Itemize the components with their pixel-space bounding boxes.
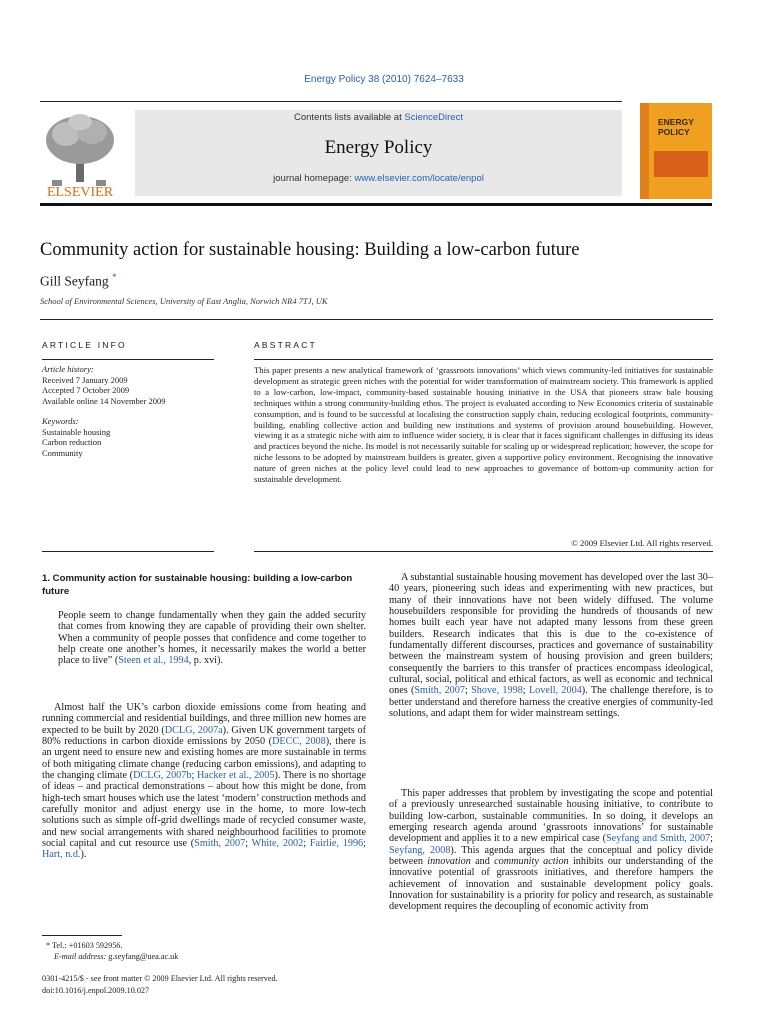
text-run: ; [522, 685, 529, 697]
citation-link[interactable]: Smith, 2007 [414, 685, 465, 697]
journal-reference[interactable]: Energy Policy 38 (2010) 7624–7633 [304, 74, 464, 85]
homepage-prefix: journal homepage: [273, 173, 355, 184]
citation-link[interactable]: DECC, 2008 [272, 736, 326, 748]
cover-title [658, 117, 694, 137]
text-run: This paper addresses that problem by investigating the scope and potential of a previously unresearched sustainable housing initiative, to contribute to building low-carbon, sustainable communities. In so doing, it develops an emerging research agenda around ‘grassroots innovations’ for sustainable development and applies it to a new empirical case ( [389, 788, 713, 845]
footnote-rule [42, 935, 122, 936]
text-run: inhibits our understanding of the innovative potential of grassroots initiatives, and therefore hampers the achievement of innovation and sustainable development policy goals. Innovation for sustainability is a priority for policy and research, as sustainable development requires the decoupling of economic activity from [389, 856, 713, 913]
text-run: Almost half the UK’s carbon dioxide emissions come from heating and running commercial and residential buildings, and three million new homes are expected to be built by 2020 ( [42, 702, 366, 736]
footnote-tel: * Tel.: +01603 592956. [46, 941, 123, 950]
email-address[interactable]: g.seyfang@uea.ac.uk [108, 952, 179, 961]
italic-term: innovation [427, 856, 471, 868]
article-info-rule [42, 359, 214, 360]
citation-link[interactable]: Steen et al., 1994 [118, 655, 189, 667]
citation-link[interactable]: Smith, 2007 [194, 838, 246, 850]
journal-title: Energy Policy [324, 137, 433, 158]
citation-link[interactable]: DCLG, 2007a [164, 724, 223, 736]
abstract-heading: ABSTRACT [254, 340, 317, 350]
citation-link[interactable]: Fairlie, 1996 [309, 838, 364, 850]
article-history [42, 364, 166, 406]
author-footnote [42, 940, 178, 962]
article-info-bottom-rule [42, 551, 214, 552]
email-label: E-mail address: [54, 952, 107, 961]
text-run: ; [363, 838, 366, 850]
abstract-text: This paper presents a new analytical framework of ‘grassroots innovations’ which views community-led initiatives for sustainable development as strategic green niches with the potential for wider transformation of mainstream society. This framework is applied to a low-carbon, low-impact, community-based sustainable housing initiative in the USA that pioneers straw bale housing techniques within a strong community-building ethos. The project is evaluated according to New Economics criteria of sustainable consumption, and is found to be successful at localising the construction supply chain, reducing ecological footprints, community-building, enabling collective action and building new institutions and systems of provision around housebuilding. However, viewing it as a strategic niche with aim to influence wider society, it is clear that it faces significant challenges in diffusing its ideas and practices beyond the niche. Its model is not necessarily suitable for scaling up or widespread replication; however, the scope for niche lessons to be adopted by mainstream builders is greater, given a supportive policy environment. Recognising the innovative nature of green niches at the policy level could lead to new approaches to governance of bottom-up community action for sustainable development. [254, 365, 713, 485]
opening-quote [58, 610, 366, 667]
text-run: ). This agenda argues that the conceptual and policy divide between [389, 844, 713, 868]
homepage-line [135, 173, 622, 184]
text-run: ; [710, 833, 714, 845]
italic-term: community action [494, 856, 569, 868]
text-run: ). The challenge therefore, is to better understand and therefore harness the creative energies of community-led solutions, and adapt them for wider mainstream settings. [389, 685, 713, 720]
history-received: Received 7 January 2009 [42, 374, 128, 385]
header-rule [40, 101, 622, 102]
text-run: ; [245, 838, 252, 850]
author-name: Gill Seyfang [40, 273, 109, 289]
text-run: ; [191, 770, 197, 782]
abstract-rule [254, 359, 713, 360]
keyword-item: Carbon reduction [42, 437, 102, 448]
elsevier-wordmark: ELSEVIER [46, 185, 114, 198]
citation-link[interactable]: Hart, n.d. [42, 849, 81, 861]
text-run: ), there is an urgent need to ensure new and existing homes are more sustainable in terms of both mitigating climate change (reducing carbon emissions), and adapting to the changing climate ( [42, 736, 366, 782]
text-run: ; [464, 685, 472, 697]
text-run: and [470, 856, 495, 868]
issn-line: 0301-4215/$ - see front matter © 2009 Elsevier Ltd. All rights reserved. [42, 974, 278, 983]
contents-line [135, 112, 622, 123]
cover-stripe [640, 103, 649, 199]
doi-line[interactable]: doi:10.1016/j.enpol.2009.10.027 [42, 985, 150, 995]
citation-link[interactable]: Shove, 1998 [471, 685, 523, 697]
quote-text: People seem to change fundamentally when they gain the added security that comes from knowing they are capable of providing their own shelter. When a community of people posses that confidence and come together to help create one another’s homes, it necessarily makes the world a better place to live” ( [58, 610, 366, 667]
keywords-label: Keywords: [42, 416, 79, 426]
abstract-copyright: © 2009 Elsevier Ltd. All rights reserved. [571, 538, 713, 548]
journal-header [135, 110, 622, 196]
citation-link[interactable]: DCLG, 2007b [133, 770, 192, 782]
sciencedirect-link[interactable]: ScienceDirect [404, 112, 463, 123]
paragraph-right-1 [389, 572, 713, 719]
quote-tail: , p. xvi). [188, 655, 223, 667]
elsevier-logo [40, 110, 120, 198]
bottom-info [42, 973, 278, 996]
paragraph-right-2 [389, 788, 713, 913]
author-line [40, 272, 117, 290]
text-run: ). [80, 849, 87, 861]
text-run: ). There is no shortage of ideas – and practical demonstrations – about how this might be done, from high-tech smart houses which use the latest ‘modern’ construction methods and carefully monitor and adjust energy use in the home, to more low-tech solutions such as simple off-grid dwellings made of recycled consumer waste, and new social arrangements with shared neighbourhood facilities to promote social capital and cut resource use ( [42, 770, 366, 850]
journal-cover [640, 103, 712, 199]
keyword-item: Community [42, 447, 83, 458]
history-accepted: Accepted 7 October 2009 [42, 385, 130, 396]
cover-graphic [654, 151, 708, 177]
homepage-link[interactable]: www.elsevier.com/locate/enpol [354, 173, 484, 184]
keywords [42, 416, 110, 458]
cover-title-line2: POLICY [658, 127, 690, 137]
citation-link[interactable]: Seyfang, 2008 [389, 844, 451, 856]
citation-link[interactable]: Seyfang and Smith, 2007 [606, 833, 711, 845]
paragraph-left [42, 702, 366, 861]
text-run: ). Given UK government targets of 80% reductions in carbon dioxide emissions by 2050 ( [42, 724, 366, 748]
citation-link[interactable]: Lovell, 2004 [528, 685, 582, 697]
cover-title-line1: ENERGY [658, 117, 694, 127]
article-title: Community action for sustainable housing: Building a low-carbon future [40, 240, 580, 260]
citation-link[interactable]: Hacker et al., 2005 [196, 770, 275, 782]
keyword-item: Sustainable housing [42, 426, 111, 437]
contents-prefix: Contents lists available at [294, 112, 405, 123]
citation-link[interactable]: White, 2002 [251, 838, 304, 850]
tree-icon [40, 110, 120, 198]
footnote-email-line [42, 951, 178, 962]
title-rule [40, 319, 713, 320]
article-info-heading: ARTICLE INFO [42, 340, 127, 350]
section-heading: 1. Community action for sustainable housing: building a low-carbon future [42, 573, 353, 597]
text-run: ; [303, 838, 310, 850]
author-affiliation: School of Environmental Sciences, University of East Anglia, Norwich NR4 7TJ, UK [40, 296, 328, 306]
history-online: Available online 14 November 2009 [42, 395, 166, 406]
history-label: Article history: [42, 364, 94, 374]
author-footnote-mark[interactable]: * [112, 272, 117, 282]
text-run: A substantial sustainable housing movement has developed over the last 30–40 years, pioneering such ideas and experimenting with new practices, but many of their innovations have not been widely diffused. The volume housebuilders responsible for providing the hundreds of thousands of new homes built each year have not adapted many lessons from these green builders. Research indicates that this is due to the co-existence of fundamentally different discourses, practices and governance of sustainability between the mainstream system of housing provision and green builders; consequently the barriers to this transfer of practices encompass ideological, cultural, social, political and ethical factors, as well as economic and technical ones ( [389, 572, 713, 697]
header-thick-rule [40, 203, 712, 206]
abstract-bottom-rule [254, 551, 713, 552]
